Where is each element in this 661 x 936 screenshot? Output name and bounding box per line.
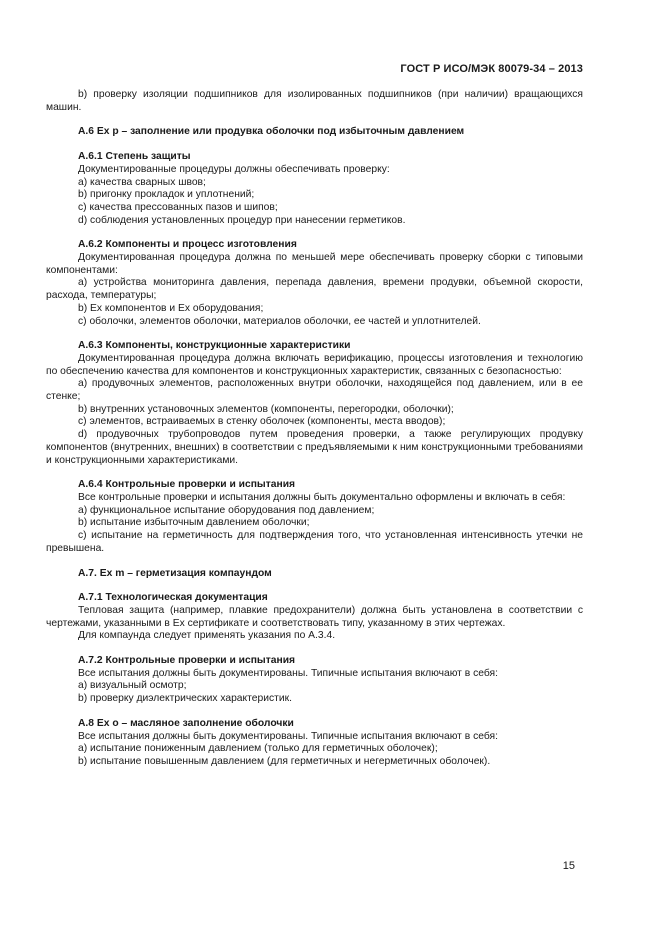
document-header: ГОСТ Р ИСО/МЭК 80079-34 – 2013 [400, 63, 583, 75]
section-a6-title: А.6 Ex p – заполнение или продувка оболочки под избыточным давлением [78, 126, 465, 138]
intro-paragraph: b) проверку изоляции подшипников для изолированных подшипников (при наличии) вращающихся машин. [46, 89, 583, 113]
section-a6 [46, 126, 583, 555]
list-item: a) испытание пониженным давлением (только для герметичных оболочек); [78, 743, 438, 755]
section-a8-title: А.8 Ex o – масляное заполнение оболочки [78, 717, 294, 729]
subsection-a7-2 [46, 655, 583, 706]
subsection-a7-1-title: А.7.1 Технологическая документация [78, 592, 268, 604]
subsection-a6-1-text: Документированные процедуры должны обеспечивать проверку: [78, 163, 390, 175]
subsection-a6-2 [46, 239, 583, 328]
list-item: c) испытание на герметичность для подтверждения того, что установленная интенсивность утечки не превышена. [46, 530, 583, 554]
subsection-a6-4-text: Все контрольные проверки и испытания должны быть документально оформлены и включать в себя: [78, 491, 566, 503]
subsection-a6-1-title: А.6.1 Степень защиты [78, 151, 191, 163]
list-item: b) проверку диэлектрических характеристик. [78, 693, 292, 705]
subsection-a6-3-text: Документированная процедура должна включать верификацию, процессы изготовления и технологию по обеспечению качества для компонентов и конструкционных характеристик, связанных с безопасностью: [46, 352, 583, 377]
subsection-a7-2-title: А.7.2 Контрольные проверки и испытания [78, 655, 296, 667]
list-item: b) Ex компонентов и Ex оборудования; [78, 302, 264, 314]
subsection-a6-1 [46, 151, 583, 227]
subsection-a7-1-note: Для компаунда следует применять указания по А.3.4. [78, 630, 336, 642]
list-item: a) функциональное испытание оборудования под давлением; [78, 504, 375, 516]
section-a7 [46, 568, 583, 706]
subsection-a6-4-title: А.6.4 Контрольные проверки и испытания [78, 479, 296, 491]
list-item: a) качества сварных швов; [78, 176, 206, 188]
subsection-a7-1-text: Тепловая защита (например, плавкие предохранители) должна быть установлена в соответствии с чертежами, указанными в Ex сертификате и соответствовать типу, указанному в этих чертежах. [46, 604, 583, 629]
list-item: a) продувочных элементов, расположенных внутри оболочки, находящейся под давлением, или в ее стенке; [46, 378, 583, 403]
list-item: d) соблюдения установленных процедур при нанесении герметиков. [78, 214, 406, 226]
list-item: b) внутренних установочных элементов (компоненты, перегородки, оболочки); [78, 403, 454, 415]
subsection-a6-2-title: А.6.2 Компоненты и процесс изготовления [78, 239, 297, 251]
subsection-a6-3-title: А.6.3 Компоненты, конструкционные характеристики [78, 340, 351, 352]
list-item: d) продувочных трубопроводов путем проведения проверки, а также регулирующих продувку компонентов (внутренних, внешних) в соответствии с предъявляемыми к ним конструкционными требованиями и конструкционными характеристиками. [46, 429, 583, 466]
section-a8-text: Все испытания должны быть документированы. Типичные испытания включают в себя: [78, 730, 498, 742]
list-item: c) элементов, встраиваемых в стенку оболочек (компоненты, места вводов); [78, 416, 446, 428]
subsection-a6-3 [46, 340, 583, 467]
subsection-a6-4 [46, 479, 583, 555]
subsection-a6-2-text: Документированная процедура должна по меньшей мере обеспечивать проверку сборки с типовыми компонентами: [46, 252, 583, 276]
list-item: b) испытание повышенным давлением (для герметичных и негерметичных оболочек). [78, 755, 491, 767]
list-item: b) испытание избыточным давлением оболочки; [78, 517, 310, 529]
list-item: c) оболочки, элементов оболочки, материалов оболочки, ее частей и уплотнителей. [78, 315, 481, 327]
section-a7-title: А.7. Ex m – герметизация компаундом [78, 567, 272, 579]
list-item: a) устройства мониторинга давления, перепада давления, времени продувки, объемной скорости, расхода, температуры; [46, 277, 583, 302]
list-item: a) визуальный осмотр; [78, 680, 187, 692]
document-body [46, 89, 583, 769]
list-item: b) пригонку прокладок и уплотнений; [78, 189, 255, 201]
subsection-a7-1 [46, 592, 583, 643]
subsection-a7-2-text: Все испытания должны быть документированы. Типичные испытания включают в себя: [78, 667, 498, 679]
list-item: c) качества прессованных пазов и шипов; [78, 201, 278, 213]
section-a8 [46, 718, 583, 769]
page-number: 15 [562, 860, 575, 872]
